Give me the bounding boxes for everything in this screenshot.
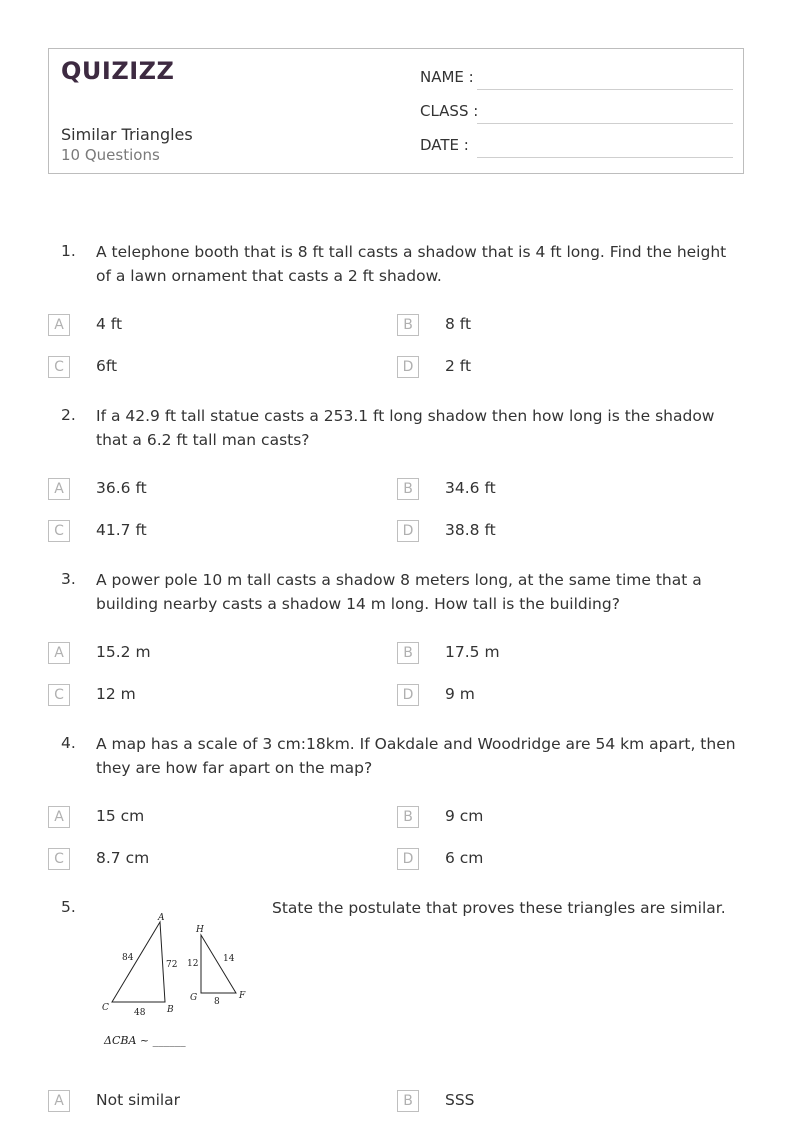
q5-option-b-text: SSS xyxy=(445,1091,475,1109)
q5-option-b-box[interactable]: B xyxy=(397,1090,419,1112)
q4-option-a-text: 15 cm xyxy=(96,807,145,825)
question-1-text: A telephone booth that is 8 ft tall casts a shadow that is 4 ft long. Find the height of a lawn ornament that casts a 2 ft shadow. xyxy=(96,243,727,285)
q4-option-d-box[interactable]: D xyxy=(397,848,419,870)
q2-option-b-text: 34.6 ft xyxy=(445,479,496,497)
class-line[interactable] xyxy=(477,123,733,124)
vertex-c: C xyxy=(102,1003,109,1013)
question-2-number: 2. xyxy=(61,406,76,424)
q3-option-d-text: 9 m xyxy=(445,685,475,703)
date-label: DATE : xyxy=(420,136,469,154)
vertex-a: A xyxy=(158,913,165,923)
side-ca-length: 84 xyxy=(122,953,134,963)
side-gf-length: 8 xyxy=(214,997,220,1007)
q2-option-c-text: 41.7 ft xyxy=(96,521,147,539)
question-4-text: A map has a scale of 3 cm:18km. If Oakdale and Woodridge are 54 km apart, then they are how far apart on the map? xyxy=(96,735,736,777)
side-ab-length: 72 xyxy=(166,960,178,970)
q4-option-c-text: 8.7 cm xyxy=(96,849,150,867)
q1-option-a-box[interactable]: A xyxy=(48,314,70,336)
vertex-h: H xyxy=(196,925,204,935)
side-cb-length: 48 xyxy=(134,1008,146,1018)
question-4-number: 4. xyxy=(61,734,76,752)
side-gh-length: 12 xyxy=(187,959,199,969)
q4-option-a-box[interactable]: A xyxy=(48,806,70,828)
question-5-number: 5. xyxy=(61,898,76,916)
q1-option-b-text: 8 ft xyxy=(445,315,472,333)
q2-option-a-text: 36.6 ft xyxy=(96,479,147,497)
vertex-f: F xyxy=(239,991,246,1001)
q2-option-d-box[interactable]: D xyxy=(397,520,419,542)
q3-option-a-box[interactable]: A xyxy=(48,642,70,664)
q3-option-d-box[interactable]: D xyxy=(397,684,419,706)
q1-option-a-text: 4 ft xyxy=(96,315,123,333)
q3-option-b-box[interactable]: B xyxy=(397,642,419,664)
q5-option-a-box[interactable]: A xyxy=(48,1090,70,1112)
question-3-number: 3. xyxy=(61,570,76,588)
q1-option-c-text: 6ft xyxy=(96,357,118,375)
q3-option-c-text: 12 m xyxy=(96,685,136,703)
worksheet-title: Similar Triangles xyxy=(61,125,193,144)
q2-option-a-box[interactable]: A xyxy=(48,478,70,500)
q1-option-d-box[interactable]: D xyxy=(397,356,419,378)
q4-option-b-text: 9 cm xyxy=(445,807,484,825)
class-label: CLASS : xyxy=(420,102,479,120)
q1-option-c-box[interactable]: C xyxy=(48,356,70,378)
q4-option-c-box[interactable]: C xyxy=(48,848,70,870)
quizizz-logo: QUIZIZZ xyxy=(61,57,175,85)
question-2-text: If a 42.9 ft tall statue casts a 253.1 ft long shadow then how long is the shadow that a 6.2 ft tall man casts? xyxy=(96,407,715,449)
q3-option-b-text: 17.5 m xyxy=(445,643,500,661)
q1-option-b-box[interactable]: B xyxy=(397,314,419,336)
side-hf-length: 14 xyxy=(223,954,235,964)
q1-option-d-text: 2 ft xyxy=(445,357,472,375)
q3-option-a-text: 15.2 m xyxy=(96,643,151,661)
q3-option-c-box[interactable]: C xyxy=(48,684,70,706)
q4-option-b-box[interactable]: B xyxy=(397,806,419,828)
name-label: NAME : xyxy=(420,68,474,86)
q2-option-d-text: 38.8 ft xyxy=(445,521,496,539)
vertex-g: G xyxy=(190,993,198,1003)
q5-option-a-text: Not similar xyxy=(96,1091,181,1109)
similarity-statement: ΔCBA ~ ______ xyxy=(104,1034,186,1047)
question-1-number: 1. xyxy=(61,242,76,260)
question-3-text: A power pole 10 m tall casts a shadow 8 meters long, at the same time that a building nearby casts a shadow 14 m long. How tall is the building? xyxy=(96,571,702,613)
question-count: 10 Questions xyxy=(61,146,160,164)
triangle-ghf xyxy=(201,935,236,993)
q4-option-d-text: 6 cm xyxy=(445,849,484,867)
triangle-cba xyxy=(112,922,165,1002)
vertex-b: B xyxy=(167,1005,174,1015)
worksheet-header xyxy=(48,48,744,174)
q2-option-c-box[interactable]: C xyxy=(48,520,70,542)
q2-option-b-box[interactable]: B xyxy=(397,478,419,500)
date-line[interactable] xyxy=(477,157,733,158)
name-line[interactable] xyxy=(477,89,733,90)
question-5-text: State the postulate that proves these triangles are similar. xyxy=(272,899,726,917)
similar-triangles-figure xyxy=(96,905,256,1025)
